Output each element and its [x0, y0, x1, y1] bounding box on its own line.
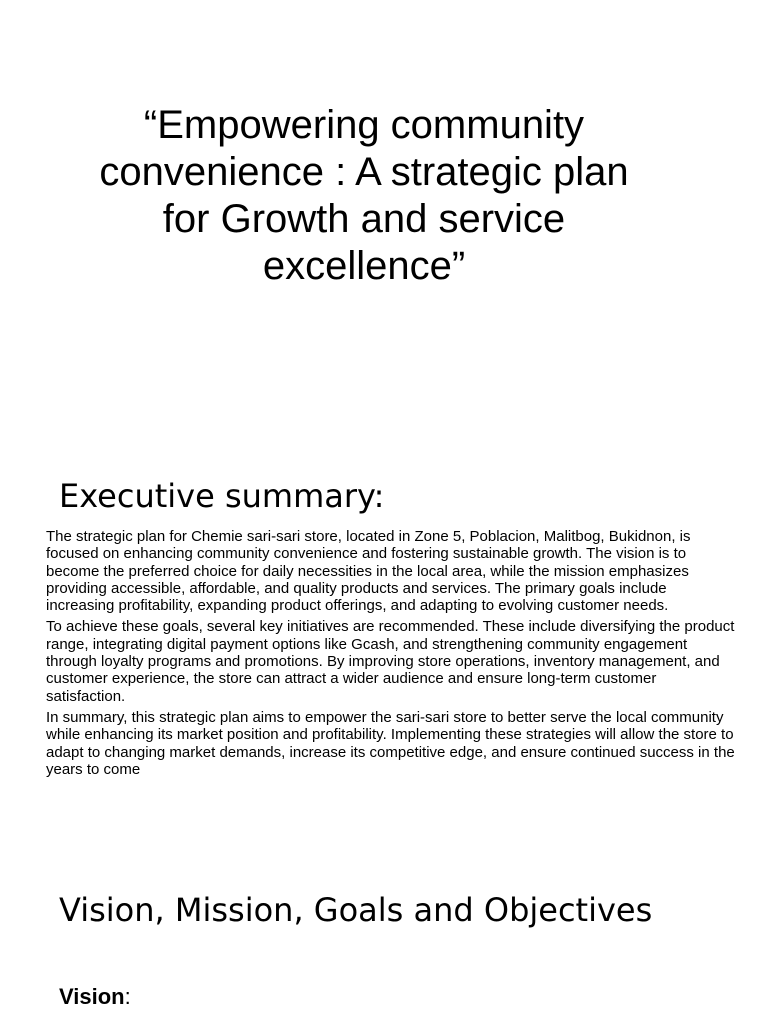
summary-paragraph-2: To achieve these goals, several key initiatives are recommended. These include diversifying the product range, integrating digital payment options like Gcash, and strengthening community engagement through loyalty programs and promotions. By improving store operations, inventory management, and customer experience, the store can attract a wider audience and ensure long-term customer satisfaction. [46, 618, 735, 705]
document-title: “Empowering community convenience : A strategic plan for Growth and service excellence” [99, 103, 629, 288]
summary-paragraph-3: In summary, this strategic plan aims to empower the sari-sari store to better serve the local community while enhancing its market position and profitability. Implementing these strategies will allow the store to adapt to changing market demands, increase its competitive edge, and ensure continued success in the years to come [46, 708, 735, 778]
executive-summary-heading: Executive summary: [59, 477, 385, 515]
vision-label-colon: : [124, 984, 131, 1009]
summary-paragraph-1: The strategic plan for Chemie sari-sari store, located in Zone 5, Poblacion, Malitbog, Bukidnon, is focused on enhancing community convenience and fostering sustainable growth. The vision is to become the preferred choice for daily necessities in the local area, while the mission emphasizes providing accessible, affordable, and quality products and services. The primary goals include increasing profitability, expanding product offerings, and adapting to evolving customer needs. [46, 528, 691, 615]
vision-label-text: Vision [59, 984, 125, 1009]
executive-summary-body [46, 528, 736, 782]
vision-label [59, 984, 131, 1010]
vmgo-heading: Vision, Mission, Goals and Objectives [59, 891, 653, 929]
